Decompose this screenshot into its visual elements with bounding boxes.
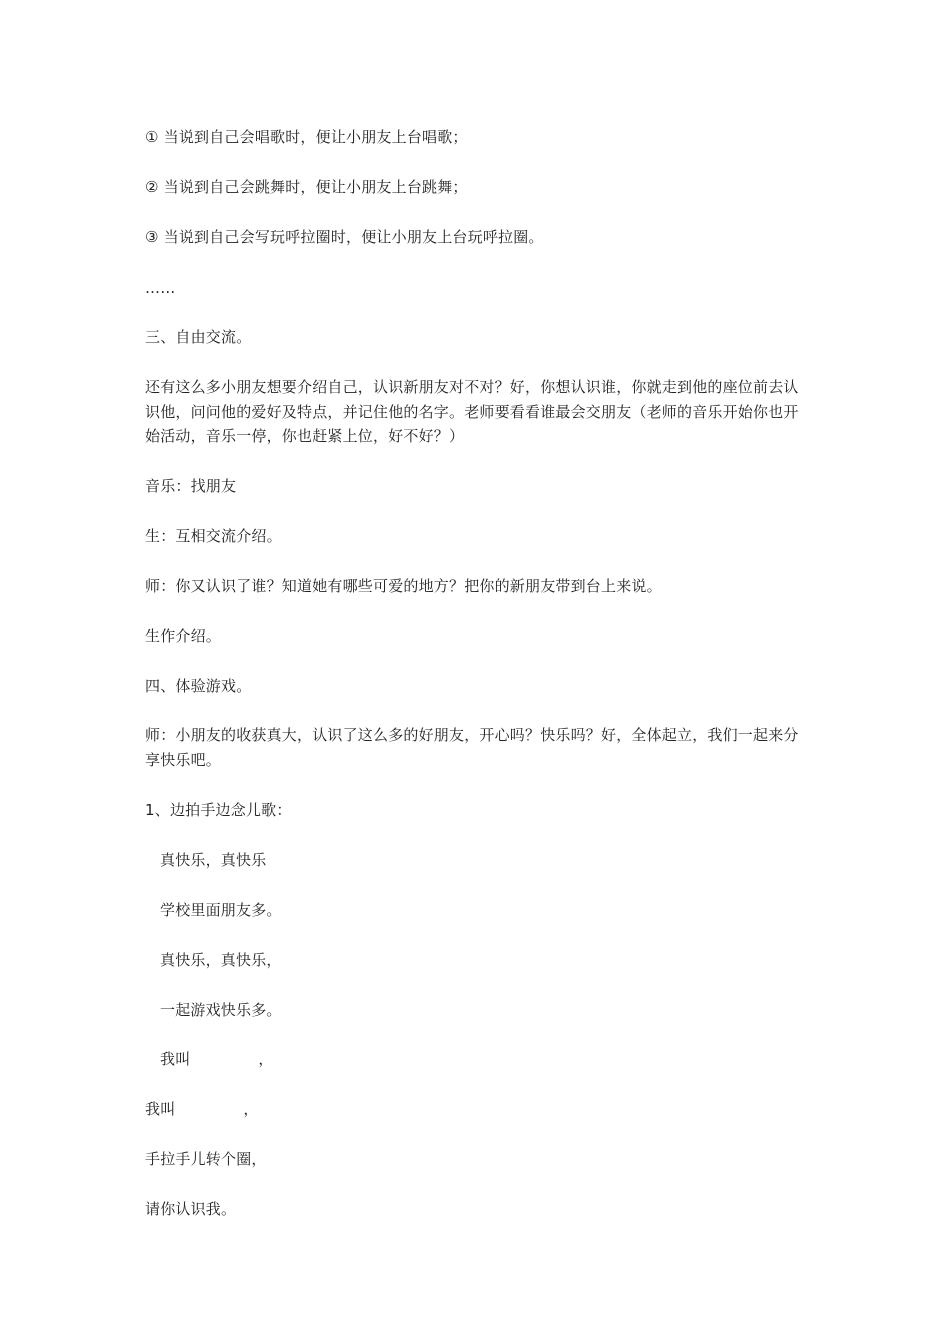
rhyme-line-2: 学校里面朋友多。: [160, 901, 282, 919]
rhyme-line-6-end: ，: [243, 1100, 259, 1118]
student-exchange-line: 生：互相交流介绍。: [145, 527, 282, 545]
paragraph-teacher-share: 师：小朋友的收获真大，认识了这么多的好朋友，开心吗？快乐吗？好，全体起立，我们一起来分享快乐吧。: [145, 726, 799, 769]
rhyme-line-5-end: ，: [258, 1050, 274, 1068]
rhyme-line-6: [145, 1097, 810, 1122]
rhyme-line-3: 真快乐，真快乐，: [160, 951, 282, 969]
rhyme-line-6-start: 我叫: [145, 1100, 176, 1118]
rhyme-line-5: [160, 1047, 825, 1072]
list-item-singing: ① 当说到自己会唱歌时，便让小朋友上台唱歌；: [145, 128, 468, 146]
list-item-dancing: ② 当说到自己会跳舞时，便让小朋友上台跳舞；: [145, 178, 468, 196]
ellipsis-text: ……: [145, 279, 176, 297]
teacher-question-line: 师：你又认识了谁？知道她有哪些可爱的地方？把你的新朋友带到台上来说。: [145, 577, 662, 595]
paragraph-exchange: 还有这么多小朋友想要介绍自己，认识新朋友对不对？好，你想认识谁，你就走到他的座位前去认识他，问问他的爱好及特点，并记住他的名字。老师要看看谁最会交朋友（老师的音乐开始你也开始活动，音乐一停，你也赶紧上位，好不好？）: [145, 378, 799, 445]
student-introduction-line: 生作介绍。: [145, 627, 222, 645]
list-item-hula-hoop: ③ 当说到自己会写玩呼拉圈时，便让小朋友上台玩呼拉圈。: [145, 228, 544, 246]
rhyme-line-1: 真快乐，真快乐: [160, 851, 267, 869]
rhyme-line-4: 一起游戏快乐多。: [160, 1001, 282, 1019]
music-line: 音乐：找朋友: [145, 477, 237, 495]
section-heading-free-exchange: 三、自由交流。: [145, 328, 252, 346]
rhyme-title: 1、边拍手边念儿歌：: [145, 801, 292, 819]
section-heading-game: 四、体验游戏。: [145, 677, 252, 695]
rhyme-line-7: 手拉手儿转个圈，: [145, 1150, 267, 1168]
rhyme-line-5-start: 我叫: [160, 1050, 191, 1068]
rhyme-line-8: 请你认识我。: [145, 1200, 237, 1218]
